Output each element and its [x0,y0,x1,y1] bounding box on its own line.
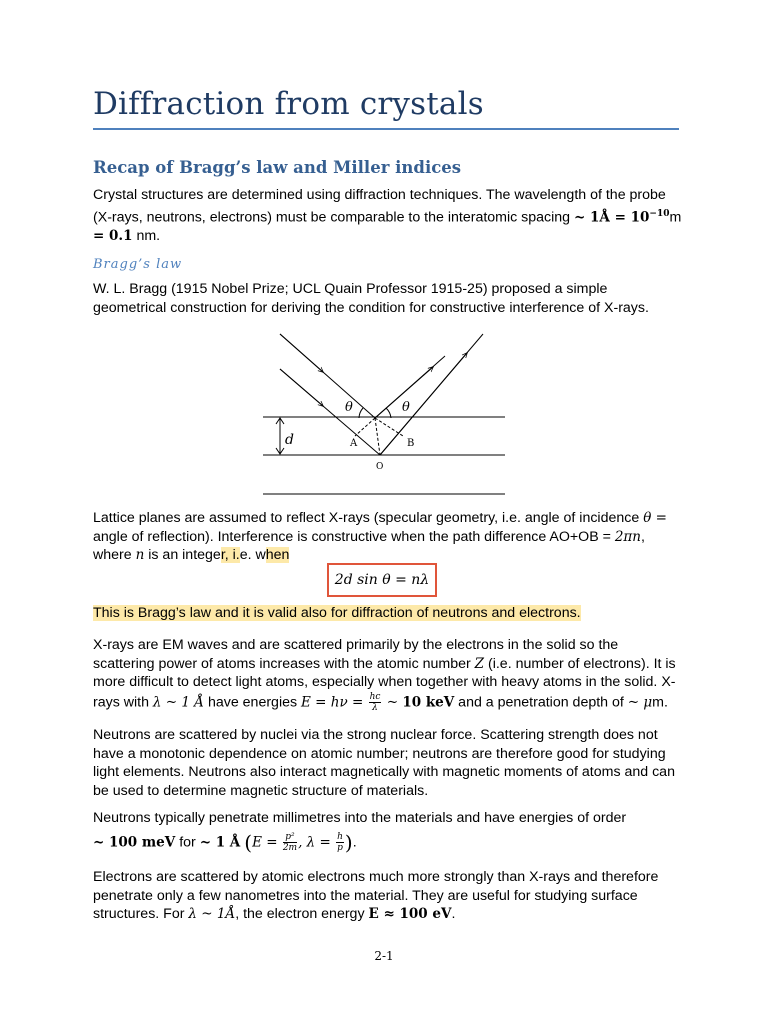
section-heading: Recap of Bragg’s law and Miller indices [93,158,462,177]
bragg-statement: This is Bragg’s law and it is valid also for diffraction of neutrons and electrons. [93,605,581,621]
intro-exponent: −10 [649,208,670,219]
intro-math2: = 0.1 [93,227,133,244]
bragg-equation: 2d sin θ = nλ [334,572,430,588]
intro-text: Crystal structures are determined using diffraction techniques. The wavelength of the probe (X-rays, neutrons, electrons) must be comparable to the interatomic spacing [93,187,666,226]
intro-math: ~ 1Å = 10 [574,209,650,226]
point-o-label: O [376,462,384,472]
electrons-paragraph: Electrons are scattered by atomic electrons much more strongly than X-rays and therefore penetrate only a few nanometres into the material. They are useful for studying surface structures. For λ ~ 1Å, the electron energy E ≈ 100 eV. [93,869,659,922]
point-b-label: B [407,438,415,449]
d-label: d [285,432,294,448]
intro-tail: nm. [132,227,161,244]
xrays-paragraph: X-rays are EM waves and are scattered primarily by the electrons in the solid so the scattering power of atoms increases with the atomic number Z (i.e. number of electrons). It is more difficult to detect light atoms, especially when together with heavy atoms in the solid. X-rays with λ ~ 1 Å have energies E = hν = $\frac{hc}{\lambda}$ ~ 10 keV and a penetration depth of ~ μm. [93,637,676,713]
incident-ray-2-arrow [280,369,323,406]
neutrons-paragraph: Neutrons are scattered by nuclei via the strong nuclear force. Scattering strength does not have a monotonic dependence on atomic number; neutrons are therefore good for studying light elements. Neutrons also interact magnetically with magnetic moments of atoms and can be used to determine magnetic structure of materials. [93,727,675,799]
theta-right-label: θ [402,400,410,415]
lattice-paragraph: Lattice planes are assumed to reflect X-rays (specular geometry, i.e. angle of incidence θ = angle of reflection). Interference is constructive when the path difference AO+OB = 2πn, where n is an integer, i.e. when [93,510,667,563]
intro-unit: m [669,209,682,226]
bragg-intro-paragraph: W. L. Bragg (1915 Nobel Prize; UCL Quain Professor 1915-25) proposed a simple geometrical construction for deriving the condition for constructive interference of X-rays. [93,281,649,316]
intro-paragraph [93,186,683,245]
bragg-equation-box [327,563,437,597]
bragg-diagram [255,322,515,502]
incident-ray-1-arrow [280,334,323,372]
reflected-ray-2-arrow [380,353,467,455]
neutrons-energy-paragraph: Neutrons typically penetrate millimetres into the materials and have energies of order ~ 100 meV for ~ 1 Å (E = $\frac{\text{p²}}{2m}$ , λ = $\frac{h}{p}$ ). [93,810,627,854]
point-a-label: A [350,438,358,449]
title-underline [93,128,679,130]
normal-line [375,418,380,455]
page-title: Diffraction from crystals [93,86,484,122]
theta-left-label: θ [345,400,353,415]
path-line-a [355,418,375,436]
page-number: 2-1 [374,949,394,963]
subheading-braggs-law: Bragg’s law [93,257,183,272]
hc-over-lambda: $\frac{hc}{\lambda}$ [369,691,381,713]
